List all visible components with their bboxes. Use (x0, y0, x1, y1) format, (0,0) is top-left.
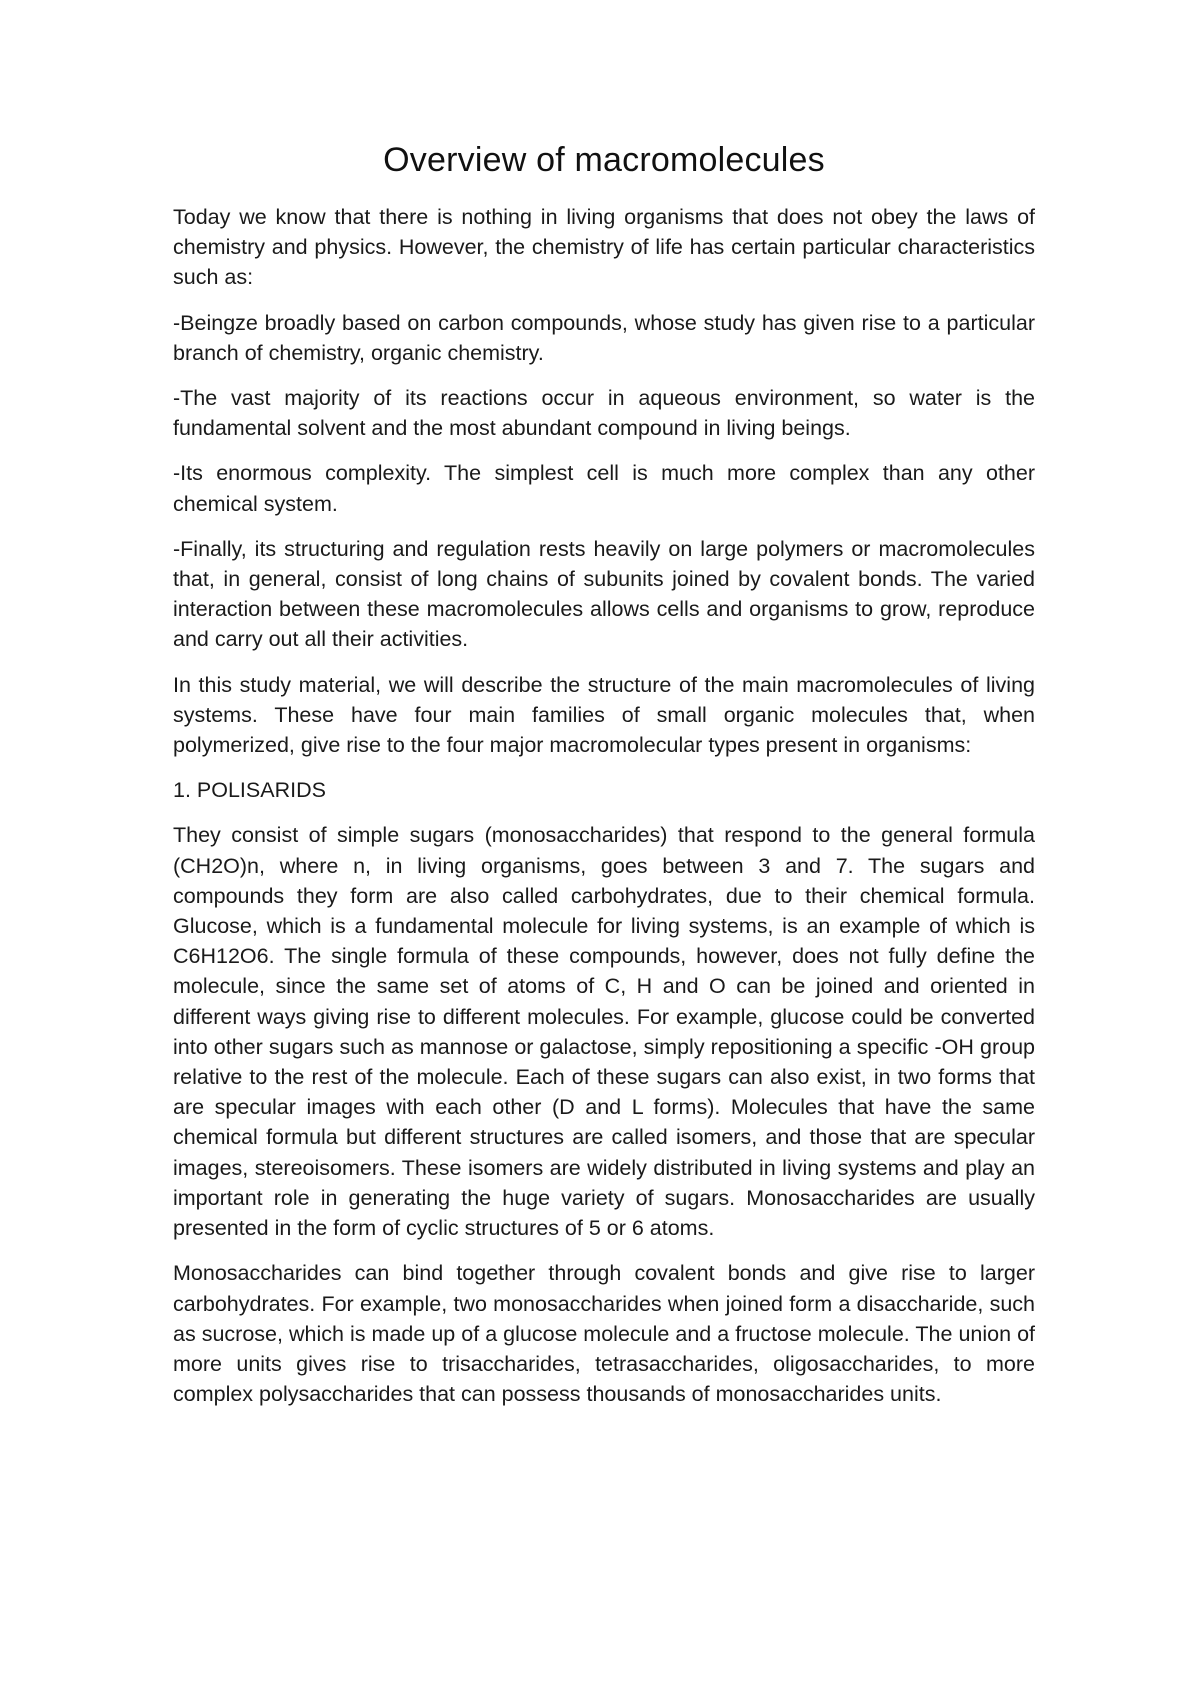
section-heading-polisarids: 1. POLISARIDS (173, 778, 326, 803)
characteristic-carbon-paragraph: -Beingze broadly based on carbon compounds, whose study has given rise to a particular branch of chemistry, organic chemistry. (173, 310, 1035, 365)
characteristic-polymers-paragraph: -Finally, its structuring and regulation rests heavily on large polymers or macromolecules that, in general, consist of long chains of subunits joined by covalent bonds. The varied interaction between these macromolecules allows cells and organisms to grow, reproduce and carry out all their activities. (173, 536, 1035, 652)
intro-paragraph: Today we know that there is nothing in living organisms that does not obey the laws of chemistry and physics. However, the chemistry of life has certain particular characteristics such as: (173, 205, 1035, 290)
monosaccharides-paragraph: They consist of simple sugars (monosaccharides) that respond to the general formula (CH2O)n, where n, in living organisms, goes between 3 and 7. The sugars and compounds they form are also called carbohydrates, due to their chemical formula. Glucose, which is a fundamental molecule for living systems, is an example of which is C6H12O6. The single formula of these compounds, however, does not fully define the molecule, since the same set of atoms of C, H and O can be joined and oriented in different ways giving rise to different molecules. For example, glucose could be converted into other sugars such as mannose or galactose, simply repositioning a specific -OH group relative to the rest of the molecule. Each of these sugars can also exist, in two forms that are specular images with each other (D and L forms). Molecules that have the same chemical formula but different structures are called isomers, and those that are specular images, stereoisomers. These isomers are widely distributed in living systems and play an important role in generating the huge variety of sugars. Monosaccharides are usually presented in the form of cyclic structures of 5 or 6 atoms. (173, 823, 1035, 1241)
characteristic-aqueous-paragraph: -The vast majority of its reactions occur in aqueous environment, so water is the fundamental solvent and the most abundant compound in living beings. (173, 386, 1035, 441)
document-body (173, 138, 1035, 1424)
characteristic-complexity-paragraph: -Its enormous complexity. The simplest cell is much more complex than any other chemical system. (173, 461, 1035, 516)
document-title: Overview of macromolecules (383, 141, 825, 179)
polysaccharides-paragraph: Monosaccharides can bind together through covalent bonds and give rise to larger carbohydrates. For example, two monosaccharides when joined form a disaccharide, such as sucrose, which is made up of a glucose molecule and a fructose molecule. The union of more units gives rise to trisaccharides, tetrasaccharides, oligosaccharides, to more complex polysaccharides that can possess thousands of monosaccharides units. (173, 1261, 1035, 1407)
study-material-paragraph: In this study material, we will describe the structure of the main macromolecules of living systems. These have four main families of small organic molecules that, when polymerized, give rise to the four major macromolecular types present in organisms: (173, 672, 1035, 758)
